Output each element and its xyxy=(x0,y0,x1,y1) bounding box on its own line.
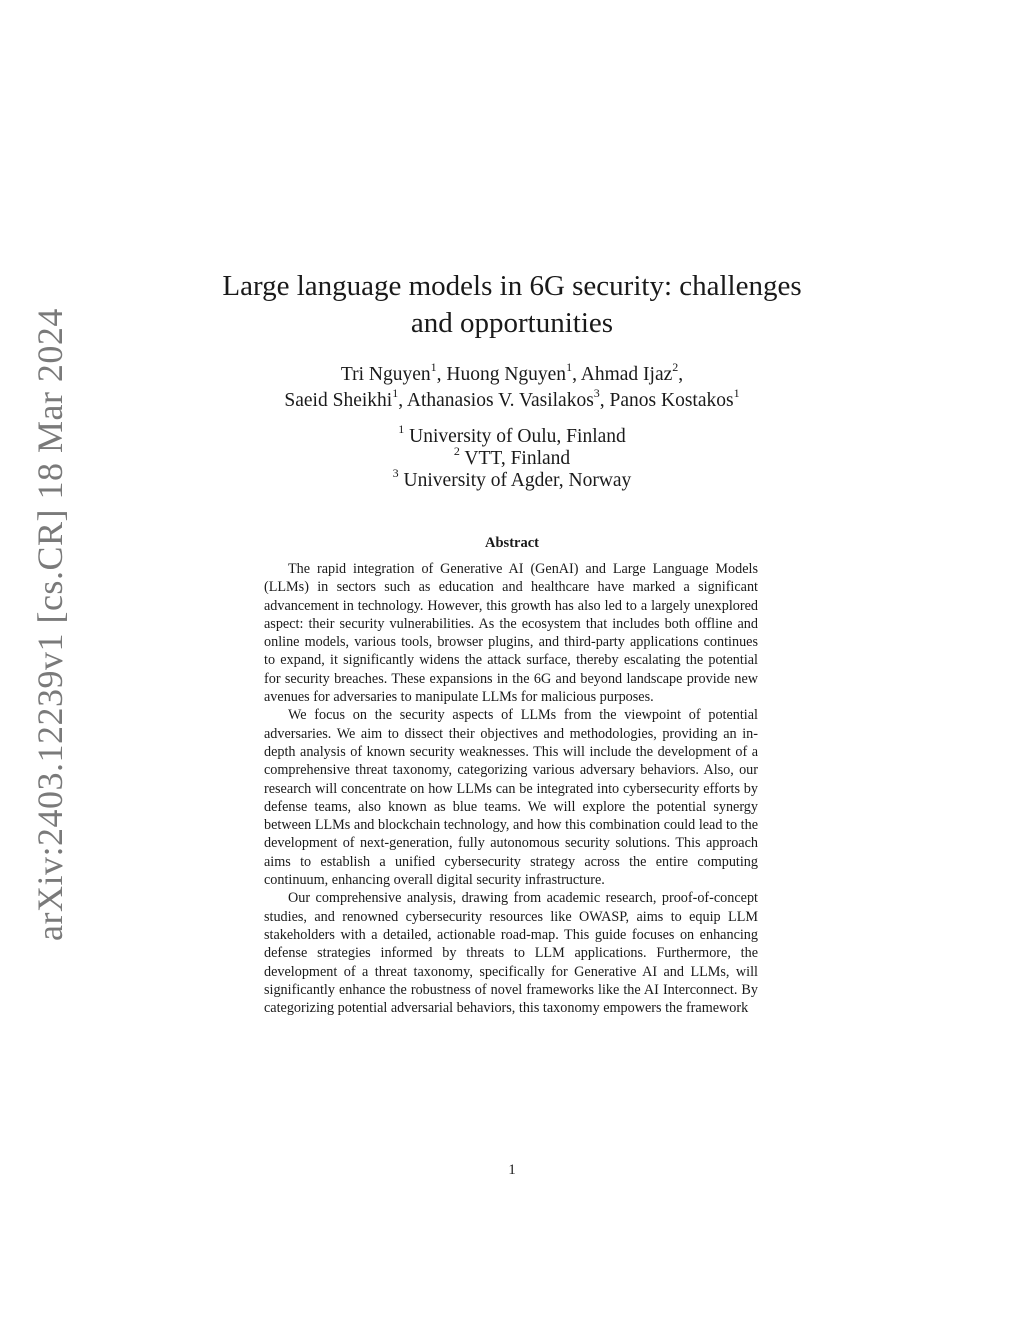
author-list: Tri Nguyen$^1$, Huong Nguyen$^1$, Ahmad Ijaz$^2$, Saeid Sheikhi$^1$, Athanasios V. Vasilakos$^3$, Panos Kostakos$^1$ xyxy=(284,359,740,411)
author: Saeid Sheikhi xyxy=(284,390,393,411)
author: Ahmad Ijaz xyxy=(580,364,673,385)
affiliation-name: University of Oulu, Finland xyxy=(409,426,626,447)
author-affiliation-mark: 1 xyxy=(566,359,573,374)
abstract-paragraph: We focus on the security aspects of LLMs from the viewpoint of potential adversaries. We aim to dissect their objectives and methodologies, providing an in-depth analysis of known security weaknesses. This will include the development of a comprehensive threat taxonomy, categorizing various adversary behaviors. Also, our research will concentrate on how LLMs can be integrated into cybersecurity efforts by defense teams, also known as blue teams. We will explore the potential synergy between LLMs and blockchain technology, and how this combination could lead to the development of next-generation, fully autonomous security solutions. This approach aims to establish a unified cybersecurity strategy across the entire computing continuum, enhancing overall digital security infrastructure. xyxy=(264,707,758,889)
affiliation-name: VTT, Finland xyxy=(464,448,571,469)
affiliation-number: 2 xyxy=(453,443,460,458)
affiliation-list xyxy=(200,421,824,492)
abstract-paragraph: The rapid integration of Generative AI (GenAI) and Large Language Models (LLMs) in sectors such as education and healthcare have marked a significant advancement in technology. However, this growth has also led to a largely unexplored aspect: their security vulnerabilities. As the ecosystem that includes both offline and online models, various tools, browser plugins, and third-party applications continues to expand, it significantly widens the attack surface, thereby escalating the potential for security breaches. These expansions in the 6G and beyond landscape provide new avenues for adversaries to manipulate LLMs for malicious purposes. xyxy=(264,561,758,706)
affiliation xyxy=(200,465,824,492)
arxiv-identifier: arXiv:2403.12239v1 [cs.CR] 18 Mar 2024 xyxy=(30,308,70,941)
abstract-heading: Abstract xyxy=(485,535,539,551)
affiliation-name: University of Agder, Norway xyxy=(403,470,632,491)
title-line-2: and opportunities xyxy=(410,307,614,339)
abstract-body xyxy=(264,560,758,1017)
author: Panos Kostakos xyxy=(609,390,734,411)
author-affiliation-mark: 1 xyxy=(392,385,399,400)
affiliation-number: 3 xyxy=(392,465,399,480)
abstract-paragraph: Our comprehensive analysis, drawing from academic research, proof-of-concept studies, and renowned cybersecurity resources like OWASP, aims to equip LLM stakeholders with a detailed, actionable road-map. This guide focuses on enhancing defense strategies informed by threats to LLM applications. Furthermore, the development of a threat taxonomy, specifically for Generative AI and LLMs, will significantly enhance the robustness of novel frameworks like the AI Interconnect. By categorizing potential adversarial behaviors, this taxonomy empowers the framework xyxy=(264,890,758,1017)
page-number: 1 xyxy=(508,1162,516,1178)
author-affiliation-mark: 1 xyxy=(430,359,437,374)
author-affiliation-mark: 2 xyxy=(672,359,679,374)
author-affiliation-mark: 3 xyxy=(593,385,600,400)
author: Athanasios V. Vasilakos xyxy=(406,390,594,411)
author: Tri Nguyen xyxy=(340,364,431,385)
title-line-1: Large language models in 6G security: challenges xyxy=(222,270,802,302)
affiliation-number: 1 xyxy=(398,421,405,436)
author: Huong Nguyen xyxy=(446,364,567,385)
affiliation xyxy=(200,443,824,470)
paper-title xyxy=(200,268,824,342)
affiliation xyxy=(200,421,824,448)
author-affiliation-mark: 1 xyxy=(733,385,740,400)
